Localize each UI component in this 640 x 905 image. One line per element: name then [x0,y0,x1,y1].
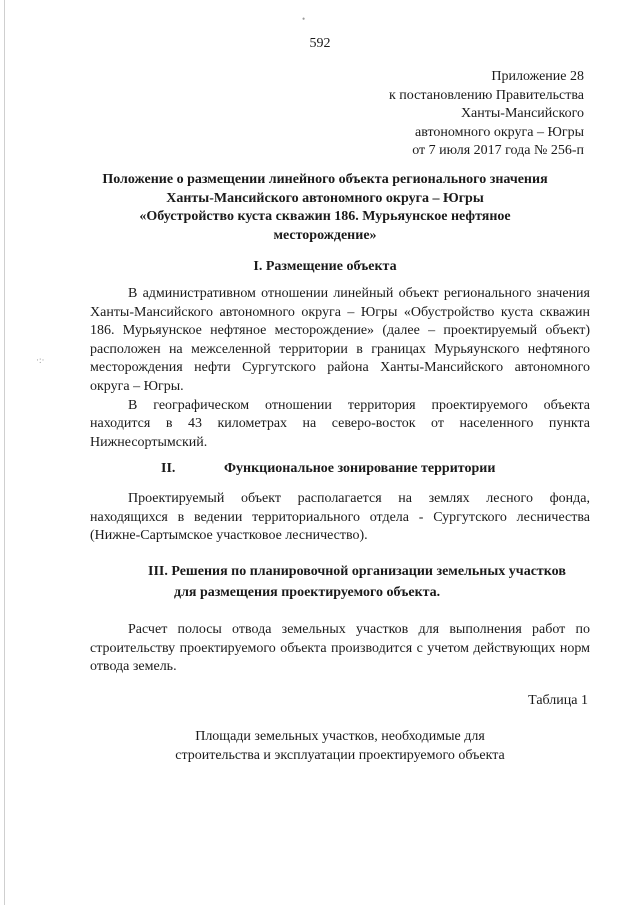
scan-edge-line [4,0,5,905]
annex-line: Ханты-Мансийского [460,106,584,121]
title-line: Положение о размещении линейного объекта регионального значения [102,172,548,187]
caption-line: строительства и эксплуатации проектируемого объекта [175,748,505,763]
section-3-body [90,621,590,677]
annex-block [389,68,584,161]
scan-speck: • [302,14,306,24]
title-line: Ханты-Мансийского автономного округа – Югры [166,190,484,206]
annex-line: автономного округа – Югры [415,124,584,140]
section-1-body [90,285,590,452]
title-line: «Обустройство куста скважин 186. Мурьяунское нефтяное [139,209,511,224]
section-1-heading: I. Размещение объекта [253,259,397,274]
scan-speck: ·:· [36,355,45,365]
section-3-heading-line: III. Решения по планировочной организации земельных участков [148,564,566,579]
paragraph: В административном отношении линейный объект регионального значения Ханты-Мансийского автономного округа – Югры «Обустройство куста скважин 186. Мурьяунское нефтяное месторождение» (далее – проектируемый объект) расположен на межселенной территории в границах Мурьяунского нефтяного месторождения нефти Сургутского района Ханты-Мансийского автономного округа – Югры. [90,286,590,394]
page-number: 592 [309,36,331,51]
section-3-heading-line: для размещения проектируемого объекта. [174,585,441,600]
document-title [60,171,590,245]
title-line: месторождение» [273,227,377,243]
annex-line: к постановлению Правительства [388,87,584,103]
annex-line: Приложение 28 [491,69,584,84]
table-caption [60,727,620,765]
paragraph: Проектируемый объект располагается на землях лесного фонда, находящихся в ведении территориального отдела - Сургутского лесничества (Нижне-Сартымское участковое лесничество). [90,491,590,544]
annex-line: от 7 июля 2017 года № 256-п [412,143,584,158]
section-2-number: II. [161,461,176,476]
section-2-heading: Функциональное зонирование территории [224,461,496,476]
table-label: Таблица 1 [528,693,588,708]
caption-line: Площади земельных участков, необходимые для [195,729,485,744]
section-2-body [90,490,590,546]
paragraph: В географическом отношении территория проектируемого объекта находится в 43 километрах на северо-восток от населенного пункта Нижнесортымский. [90,397,590,450]
paragraph: Расчет полосы отвода земельных участков для выполнения работ по строительству проектируемого объекта производится с учетом действующих норм отвода земель. [90,622,590,675]
